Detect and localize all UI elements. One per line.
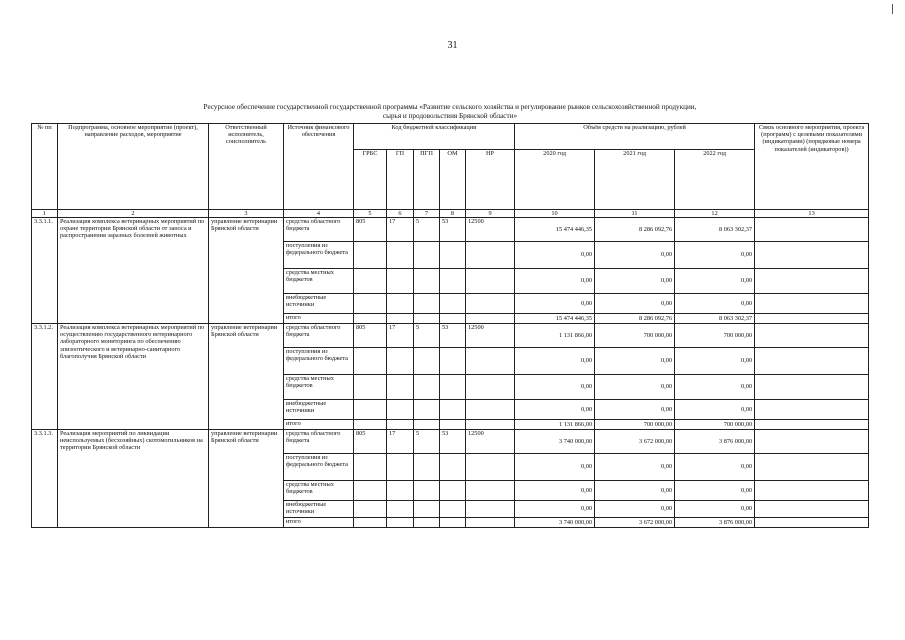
funding-source: средства местных бюджетов xyxy=(284,481,354,501)
amount-2021: 700 000,00 xyxy=(595,324,675,348)
header-source: Источник финансового обеспечения xyxy=(284,124,354,210)
code-empty xyxy=(440,314,466,324)
code-empty xyxy=(354,420,387,430)
header-om: ОМ xyxy=(440,150,466,210)
code-empty xyxy=(440,420,466,430)
code-empty xyxy=(354,314,387,324)
link-indicator xyxy=(755,375,869,400)
code-empty xyxy=(440,375,466,400)
funding-source: средства областного бюджета xyxy=(284,218,354,242)
code-empty xyxy=(440,269,466,294)
code-empty xyxy=(414,481,440,501)
amount-2022: 3 876 000,00 xyxy=(675,518,755,528)
code-empty xyxy=(466,242,515,269)
section-executor: управление ветеринарии Брянской области xyxy=(209,218,284,324)
code-empty xyxy=(466,501,515,518)
amount-2021: 0,00 xyxy=(595,348,675,375)
code-empty xyxy=(354,400,387,420)
header-2021: 2021 год xyxy=(595,150,675,210)
scan-edge-mark xyxy=(892,4,893,14)
column-number: 1 xyxy=(32,210,58,218)
total-label: итого xyxy=(284,420,354,430)
link-indicator xyxy=(755,501,869,518)
amount-2020: 3 740 000,00 xyxy=(515,518,595,528)
section-number: 3.3.1.1. xyxy=(32,218,58,324)
header-volume: Объём средств на реализацию, рублей xyxy=(515,124,755,150)
code-empty xyxy=(466,518,515,528)
code-empty xyxy=(387,518,414,528)
table-body xyxy=(32,210,869,528)
amount-2021: 0,00 xyxy=(595,375,675,400)
code-empty xyxy=(387,400,414,420)
amount-2021: 0,00 xyxy=(595,501,675,518)
section-number: 3.3.1.2. xyxy=(32,324,58,430)
link-indicator xyxy=(755,348,869,375)
code-np: 12500 xyxy=(466,218,515,242)
link-indicator xyxy=(755,242,869,269)
amount-2022: 0,00 xyxy=(675,294,755,314)
code-empty xyxy=(354,242,387,269)
section-name: Реализация мероприятий по ликвидации неиспользуемых (бесхозяйных) скотомогильников на территории Брянской области xyxy=(58,430,209,528)
code-empty xyxy=(354,294,387,314)
code-empty xyxy=(466,400,515,420)
funding-source: поступления из федерального бюджета xyxy=(284,348,354,375)
code-empty xyxy=(466,314,515,324)
amount-2020: 15 474 446,35 xyxy=(515,314,595,324)
section-source-row xyxy=(32,218,869,242)
amount-2022: 0,00 xyxy=(675,242,755,269)
funding-source: поступления из федерального бюджета xyxy=(284,242,354,269)
amount-2021: 0,00 xyxy=(595,400,675,420)
code-empty xyxy=(440,294,466,314)
section-executor: управление ветеринарии Брянской области xyxy=(209,430,284,528)
code-om: 53 xyxy=(440,324,466,348)
amount-2020: 3 740 000,00 xyxy=(515,430,595,454)
amount-2021: 700 000,00 xyxy=(595,420,675,430)
amount-2022: 0,00 xyxy=(675,375,755,400)
code-empty xyxy=(466,294,515,314)
code-empty xyxy=(387,454,414,481)
section-executor: управление ветеринарии Брянской области xyxy=(209,324,284,430)
code-np: 12500 xyxy=(466,430,515,454)
caption-line-1: Ресурсное обеспечение государственной государственной программы «Развитие сельского хозяйства и регулирование рынков сельскохозяйственной продукции, xyxy=(203,103,697,111)
column-number: 2 xyxy=(58,210,209,218)
amount-2022: 3 876 000,00 xyxy=(675,430,755,454)
code-empty xyxy=(466,481,515,501)
amount-2022: 0,00 xyxy=(675,269,755,294)
link-indicator xyxy=(755,294,869,314)
amount-2020: 0,00 xyxy=(515,269,595,294)
link-indicator xyxy=(755,481,869,501)
header-gp: ГП xyxy=(387,150,414,210)
amount-2020: 1 131 866,00 xyxy=(515,324,595,348)
page-number: 31 xyxy=(447,40,458,51)
amount-2021: 3 672 000,00 xyxy=(595,430,675,454)
column-number: 10 xyxy=(515,210,595,218)
code-empty xyxy=(414,348,440,375)
code-empty xyxy=(414,454,440,481)
code-pgp: 5 xyxy=(414,324,440,348)
code-empty xyxy=(354,481,387,501)
header-2020: 2020 год xyxy=(515,150,595,210)
code-empty xyxy=(414,314,440,324)
code-empty xyxy=(440,481,466,501)
amount-2020: 0,00 xyxy=(515,375,595,400)
link-indicator xyxy=(755,218,869,242)
section-name: Реализация комплекса ветеринарных мероприятий по осуществлению государственного ветеринарного лабораторного мониторинга по обеспечению эпизоотического и ветеринарно-санитарного благополучия Брянской области xyxy=(58,324,209,430)
code-empty xyxy=(414,242,440,269)
caption-line-2: сырья и продовольствия Брянской области» xyxy=(382,112,518,120)
code-empty xyxy=(466,420,515,430)
amount-2021: 0,00 xyxy=(595,481,675,501)
funding-source: внебюджетные источники xyxy=(284,400,354,420)
section-source-row xyxy=(32,430,869,454)
amount-2020: 0,00 xyxy=(515,294,595,314)
code-empty xyxy=(414,400,440,420)
header-np: НР xyxy=(466,150,515,210)
code-pgp: 5 xyxy=(414,218,440,242)
amount-2020: 1 131 866,00 xyxy=(515,420,595,430)
code-empty xyxy=(414,375,440,400)
code-empty xyxy=(440,501,466,518)
section-name: Реализация комплекса ветеринарных мероприятий по охране территории Брянской области от заноса и распространения заразных болезней животных xyxy=(58,218,209,324)
code-empty xyxy=(414,501,440,518)
amount-2021: 0,00 xyxy=(595,242,675,269)
code-gp: 17 xyxy=(387,324,414,348)
code-empty xyxy=(440,518,466,528)
link-indicator xyxy=(755,400,869,420)
code-empty xyxy=(354,348,387,375)
code-empty xyxy=(414,420,440,430)
resource-table xyxy=(31,123,869,528)
code-om: 53 xyxy=(440,218,466,242)
funding-source: средства областного бюджета xyxy=(284,430,354,454)
amount-2021: 3 672 000,00 xyxy=(595,518,675,528)
code-grbs: 805 xyxy=(354,218,387,242)
header-executor: Ответственный исполнитель, соисполнитель xyxy=(209,124,284,210)
code-gp: 17 xyxy=(387,218,414,242)
code-empty xyxy=(440,242,466,269)
code-grbs: 805 xyxy=(354,324,387,348)
link-indicator xyxy=(755,420,869,430)
code-empty xyxy=(414,269,440,294)
link-indicator xyxy=(755,314,869,324)
code-np: 12500 xyxy=(466,324,515,348)
column-number: 4 xyxy=(284,210,354,218)
amount-2022: 0,00 xyxy=(675,400,755,420)
code-empty xyxy=(440,400,466,420)
code-empty xyxy=(387,375,414,400)
header-2022: 2022 год xyxy=(675,150,755,210)
code-empty xyxy=(354,518,387,528)
amount-2021: 0,00 xyxy=(595,269,675,294)
amount-2022: 0,00 xyxy=(675,348,755,375)
code-empty xyxy=(387,314,414,324)
code-gp: 17 xyxy=(387,430,414,454)
code-empty xyxy=(387,420,414,430)
column-number: 11 xyxy=(595,210,675,218)
link-indicator xyxy=(755,269,869,294)
code-empty xyxy=(440,348,466,375)
amount-2022: 0,00 xyxy=(675,501,755,518)
code-empty xyxy=(440,454,466,481)
total-label: итого xyxy=(284,518,354,528)
code-empty xyxy=(354,454,387,481)
code-empty xyxy=(466,375,515,400)
code-empty xyxy=(466,454,515,481)
code-pgp: 5 xyxy=(414,430,440,454)
code-empty xyxy=(354,269,387,294)
header-grbs: ГРБС xyxy=(354,150,387,210)
amount-2022: 0,00 xyxy=(675,454,755,481)
amount-2020: 0,00 xyxy=(515,242,595,269)
amount-2022: 8 063 302,37 xyxy=(675,314,755,324)
amount-2021: 8 286 092,76 xyxy=(595,218,675,242)
table-caption xyxy=(150,103,750,121)
amount-2020: 0,00 xyxy=(515,454,595,481)
funding-source: средства местных бюджетов xyxy=(284,269,354,294)
code-empty xyxy=(466,348,515,375)
link-indicator xyxy=(755,324,869,348)
column-number: 6 xyxy=(387,210,414,218)
link-indicator xyxy=(755,454,869,481)
link-indicator xyxy=(755,430,869,454)
funding-source: внебюджетные источники xyxy=(284,501,354,518)
amount-2022: 700 000,00 xyxy=(675,324,755,348)
funding-source: поступления из федерального бюджета xyxy=(284,454,354,481)
code-empty xyxy=(466,269,515,294)
code-empty xyxy=(387,348,414,375)
amount-2021: 8 286 092,76 xyxy=(595,314,675,324)
column-number: 12 xyxy=(675,210,755,218)
amount-2022: 0,00 xyxy=(675,481,755,501)
amount-2020: 15 474 446,35 xyxy=(515,218,595,242)
code-empty xyxy=(387,242,414,269)
section-source-row xyxy=(32,324,869,348)
funding-source: внебюджетные источники xyxy=(284,294,354,314)
code-empty xyxy=(414,518,440,528)
code-empty xyxy=(387,294,414,314)
column-number-row xyxy=(32,210,869,218)
column-number: 9 xyxy=(466,210,515,218)
header-name: Подпрограмма, основное мероприятие (проект), направление расходов, мероприятие xyxy=(58,124,209,210)
code-empty xyxy=(414,294,440,314)
code-empty xyxy=(387,481,414,501)
section-number: 3.3.1.3. xyxy=(32,430,58,528)
amount-2020: 0,00 xyxy=(515,400,595,420)
code-empty xyxy=(354,375,387,400)
code-grbs: 805 xyxy=(354,430,387,454)
header-budget-code: Код бюджетной классификации xyxy=(354,124,515,150)
amount-2021: 0,00 xyxy=(595,454,675,481)
amount-2022: 700 000,00 xyxy=(675,420,755,430)
amount-2020: 0,00 xyxy=(515,481,595,501)
funding-source: средства областного бюджета xyxy=(284,324,354,348)
header-pgp: ПГП xyxy=(414,150,440,210)
link-indicator xyxy=(755,518,869,528)
funding-source: средства местных бюджетов xyxy=(284,375,354,400)
code-empty xyxy=(354,501,387,518)
total-label: итого xyxy=(284,314,354,324)
code-empty xyxy=(387,269,414,294)
amount-2020: 0,00 xyxy=(515,501,595,518)
code-empty xyxy=(387,501,414,518)
code-om: 53 xyxy=(440,430,466,454)
amount-2021: 0,00 xyxy=(595,294,675,314)
column-number: 8 xyxy=(440,210,466,218)
header-link: Связь основного мероприятия, проекта (программ) с целевыми показателями (индикаторами) (порядковые номера показателей (индикаторов)) xyxy=(755,124,869,210)
amount-2020: 0,00 xyxy=(515,348,595,375)
column-number: 13 xyxy=(755,210,869,218)
amount-2022: 8 063 302,37 xyxy=(675,218,755,242)
column-number: 7 xyxy=(414,210,440,218)
header-num: № пп xyxy=(32,124,58,210)
column-number: 5 xyxy=(354,210,387,218)
column-number: 3 xyxy=(209,210,284,218)
